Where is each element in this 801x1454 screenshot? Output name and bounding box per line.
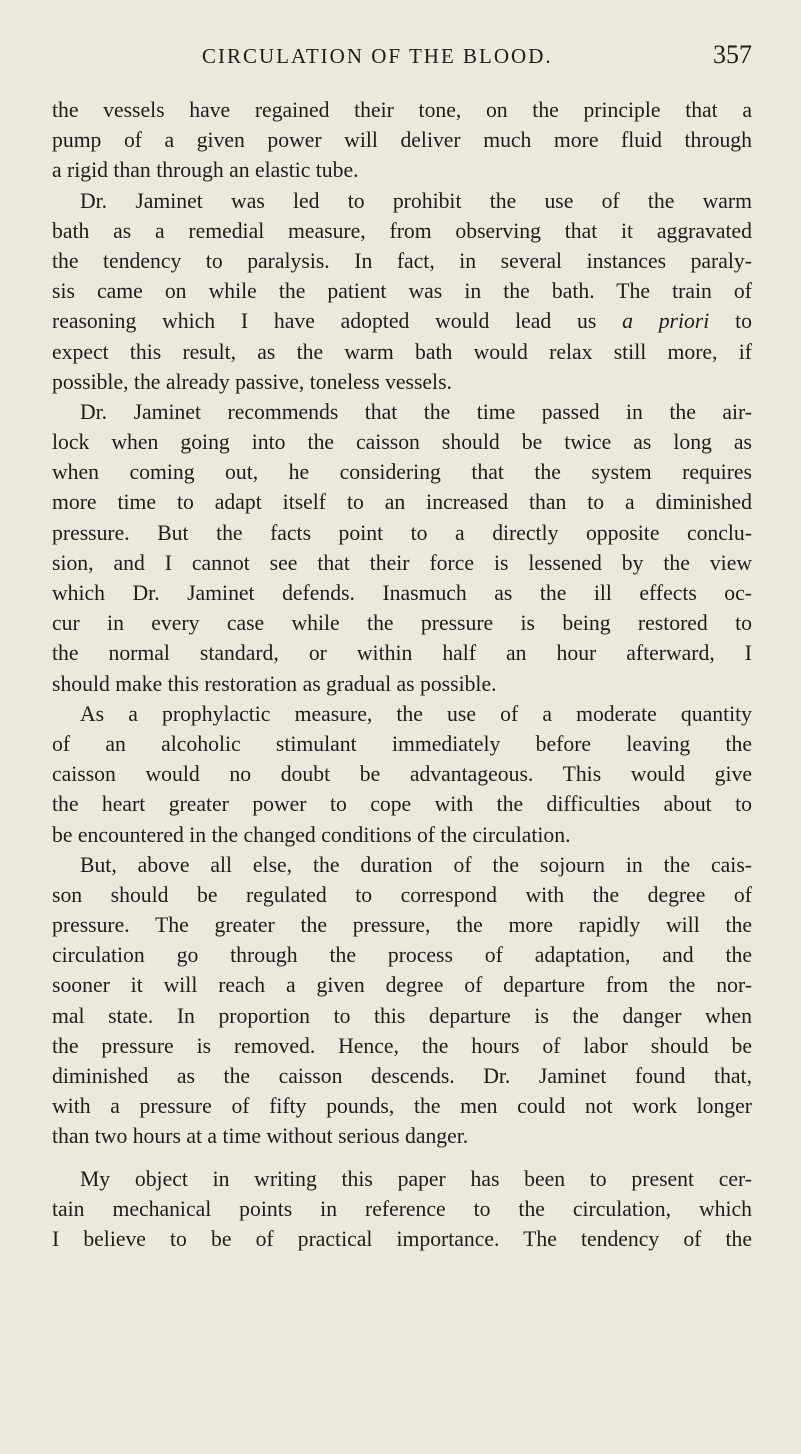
text-line: with a pressure of fifty pounds, the men could not work longer [52,1094,752,1119]
text-line [52,306,752,336]
text-line: when coming out, he considering that the system requires [52,460,752,485]
text-line: bath as a remedial measure, from observing that it aggravated [52,218,752,243]
text-line: the vessels have regained their tone, on the principle that a [52,98,752,122]
text-line: diminished as the caisson descends. Dr. Jaminet found that, [52,1064,752,1088]
text-line: Dr. Jaminet recommends that the time passed in the air- [80,399,752,424]
paragraph [52,397,752,699]
text-line: cur in every case while the pressure is being restored to [52,611,752,636]
text-line: the pressure is removed. Hence, the hours of labor should be [52,1033,752,1058]
running-head: CIRCULATION OF THE BLOOD. [202,44,553,68]
text-line: Dr. Jaminet was led to prohibit the use of the warm [80,188,752,213]
text-run: to [709,309,753,334]
text-line: should make this restoration as gradual as possible. [52,671,497,696]
paragraph [52,699,752,850]
text-line: mal state. In proportion to this departure is the danger when [52,1003,752,1028]
text-line: the heart greater power to cope with the difficulties about to [52,792,752,817]
body-text [52,95,752,1254]
text-line: a rigid than through an elastic tube. [52,158,359,183]
text-line: of an alcoholic stimulant immediately before leaving the [52,731,752,756]
page-header [52,40,752,78]
text-line: pressure. The greater the pressure, the more rapidly will the [52,913,752,938]
paragraph [52,1164,752,1255]
text-line: pump of a given power will deliver much more fluid through [52,128,752,153]
text-line: than two hours at a time without serious danger. [52,1124,469,1149]
paragraph [52,95,752,186]
text-line: As a prophylactic measure, the use of a moderate quantity [80,701,752,726]
text-line: sis came on while the patient was in the bath. The train of [52,279,752,304]
text-line: more time to adapt itself to an increased than to a diminished [52,490,752,515]
paragraph [52,850,752,1152]
text-line: tain mechanical points in reference to the circulation, which [52,1196,752,1221]
text-line: caisson would no doubt be advantageous. This would give [52,762,752,787]
text-line: expect this result, as the warm bath would relax still more, if [52,339,752,364]
text-line: the normal standard, or within half an hour afterward, I [52,641,752,666]
paragraph [52,186,752,397]
page-number: 357 [713,40,752,69]
text-line: circulation go through the process of adaptation, and the [52,943,752,968]
text-line: which Dr. Jaminet defends. Inasmuch as the ill effects oc- [52,581,752,605]
text-line: lock when going into the caisson should be twice as long as [52,430,752,455]
text-line: pressure. But the facts point to a directly opposite conclu- [52,520,752,545]
italic-phrase: a priori [622,309,710,334]
text-line: sion, and I cannot see that their force is lessened by the view [52,550,752,575]
text-line: the tendency to paralysis. In fact, in several instances paraly- [52,248,752,273]
text-line: possible, the already passive, toneless vessels. [52,369,452,394]
text-run: reasoning which I have adopted would lead us [52,309,623,334]
text-line: But, above all else, the duration of the sojourn in the cais- [80,852,752,877]
paragraph-gap [52,1152,752,1164]
text-line: sooner it will reach a given degree of departure from the nor- [52,973,752,998]
text-line: be encountered in the changed conditions of the circulation. [52,822,571,847]
text-line: I believe to be of practical importance. The tendency of the [52,1226,752,1251]
text-line: son should be regulated to correspond with the degree of [52,882,752,907]
text-line: My object in writing this paper has been to present cer- [80,1166,752,1191]
